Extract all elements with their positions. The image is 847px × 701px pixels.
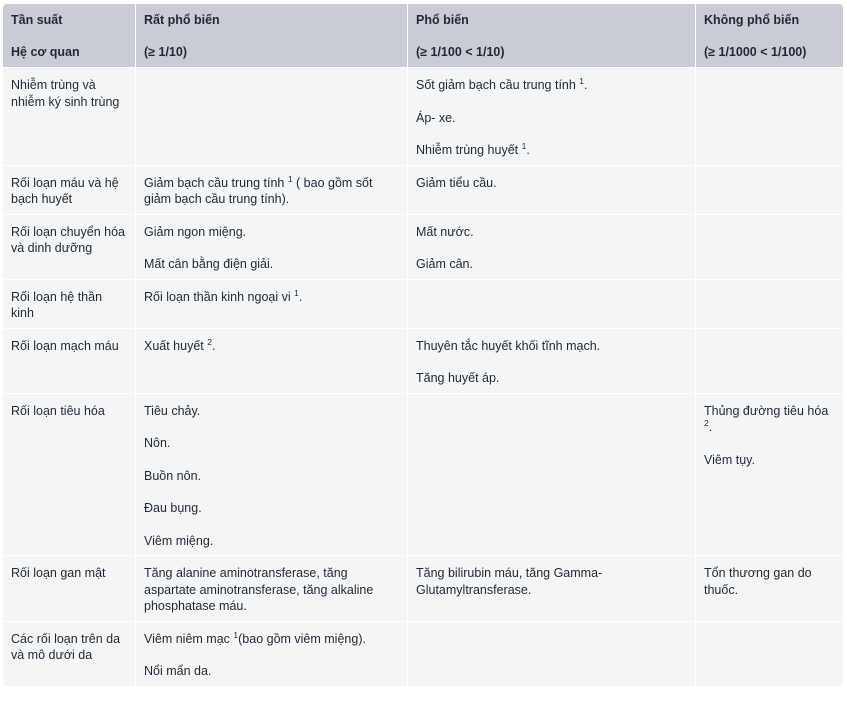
footnote-marker: 2	[207, 336, 212, 347]
uncommon-cell	[696, 328, 843, 393]
reaction-text: Tổn thương gan do thuốc.	[704, 566, 812, 597]
reaction-item	[416, 224, 688, 241]
uncommon-cell	[696, 165, 843, 214]
common-cell	[408, 328, 696, 393]
very-common-cell	[136, 393, 408, 556]
table-row	[3, 165, 843, 214]
reaction-text: Giảm ngon miệng.	[144, 224, 247, 239]
organ-system-cell: Rối loạn tiêu hóa	[3, 393, 136, 556]
reaction-text: Nôn.	[144, 436, 171, 450]
uncommon-cell	[696, 279, 843, 328]
table-row	[3, 555, 843, 621]
organ-system-cell: Rối loạn hệ thần kinh	[3, 279, 136, 328]
reaction-item	[144, 500, 400, 517]
table-row	[3, 621, 843, 686]
footnote-marker: 1	[294, 287, 299, 298]
reaction-item	[144, 631, 400, 648]
reaction-item	[144, 663, 400, 680]
reaction-item	[144, 435, 400, 452]
reaction-item	[704, 403, 836, 436]
common-cell	[408, 555, 696, 621]
reaction-text: Giảm bạch cầu trung tính	[144, 175, 288, 190]
adverse-reactions-table-container	[3, 4, 843, 686]
reaction-text: Mất cân bằng điện giải.	[144, 257, 274, 271]
reaction-text: Sốt giảm bạch cầu trung tính	[416, 78, 580, 92]
reaction-text-suffix: ( bao gồm sốt giảm bạch cầu trung tính).	[144, 175, 373, 206]
reaction-text: Giảm tiểu cầu.	[416, 175, 497, 190]
reaction-text: Tăng bilirubin máu, tăng Gamma-Glutamyltransferase.	[416, 566, 603, 597]
reaction-item	[416, 370, 688, 387]
reaction-item	[144, 338, 400, 355]
organ-system-cell: Các rối loạn trên da và mô dưới da	[3, 621, 136, 686]
reaction-text-suffix: .	[584, 78, 588, 92]
reaction-text-suffix: .	[526, 143, 530, 157]
table-row	[3, 393, 843, 556]
common-cell	[408, 165, 696, 214]
table-row	[3, 214, 843, 279]
reaction-item	[144, 533, 400, 550]
uncommon-cell	[696, 214, 843, 279]
header-very-common-label: Rất phổ biến	[144, 13, 220, 27]
uncommon-cell	[696, 67, 843, 165]
very-common-cell	[136, 279, 408, 328]
footnote-marker: 1	[521, 141, 527, 151]
very-common-cell	[136, 67, 408, 165]
header-very-common-range: (≥ 1/10)	[144, 45, 187, 59]
table-row	[3, 279, 843, 328]
organ-system-cell: Rối loạn chuyển hóa và dinh dưỡng	[3, 214, 136, 279]
uncommon-cell	[696, 555, 843, 621]
header-uncommon-range: (≥ 1/1000 < 1/100)	[704, 45, 807, 59]
reaction-item	[144, 175, 400, 208]
reaction-text: Áp- xe.	[416, 110, 456, 125]
reaction-item	[144, 256, 400, 273]
header-organ-system-label: Hệ cơ quan	[11, 45, 80, 59]
header-cell-frequency	[3, 4, 136, 67]
reaction-text: Tiêu chảy.	[144, 403, 201, 418]
reaction-text: Thuyên tắc huyết khối tĩnh mạch.	[416, 338, 601, 353]
common-cell	[408, 393, 696, 556]
reaction-text: Viêm niêm mạc	[144, 631, 234, 646]
reaction-text: Viêm miệng.	[144, 533, 214, 548]
common-cell	[408, 214, 696, 279]
reaction-text: Thủng đường tiêu hóa	[704, 403, 829, 418]
reaction-text-suffix: .	[298, 289, 303, 304]
reaction-text: Nhiễm trùng huyết	[416, 143, 522, 157]
reaction-text: Viêm tụy.	[704, 452, 755, 467]
uncommon-cell	[696, 393, 843, 556]
very-common-cell	[136, 621, 408, 686]
very-common-cell	[136, 165, 408, 214]
reaction-item	[704, 452, 836, 469]
reaction-text: Mất nước.	[416, 224, 474, 239]
reaction-item	[144, 565, 400, 615]
footnote-marker: 1	[233, 629, 239, 640]
reaction-text: Nổi mẩn da.	[144, 664, 212, 678]
reaction-text: Rối loạn thần kinh ngoại vi	[144, 289, 295, 304]
reaction-text: Buồn nôn.	[144, 468, 201, 483]
reaction-item	[416, 77, 688, 94]
reaction-text-suffix: .	[211, 338, 216, 353]
reaction-item	[416, 565, 688, 598]
organ-system-cell: Rối loạn gan mật	[3, 555, 136, 621]
reaction-item	[416, 110, 688, 127]
reaction-text: Tăng huyết áp.	[416, 371, 500, 385]
reaction-text: Tăng alanine aminotransferase, tăng aspartate aminotransferase, tăng alkaline phosphatase máu.	[144, 566, 374, 613]
header-common-label: Phổ biến	[416, 13, 469, 27]
table-row	[3, 67, 843, 165]
reaction-item	[144, 289, 400, 306]
header-cell-uncommon	[696, 4, 843, 67]
reaction-text: Giảm cân.	[416, 257, 473, 271]
reaction-text: Đau bụng.	[144, 501, 202, 515]
reaction-text: Xuất huyết	[144, 338, 208, 353]
reaction-item	[144, 468, 400, 485]
header-frequency-label: Tần suất	[11, 13, 63, 27]
reaction-item	[144, 224, 400, 241]
very-common-cell	[136, 214, 408, 279]
footnote-marker: 2	[704, 418, 709, 428]
common-cell	[408, 621, 696, 686]
header-cell-common	[408, 4, 696, 67]
footnote-marker: 1	[579, 76, 585, 86]
organ-system-cell: Nhiễm trùng và nhiễm ký sinh trùng	[3, 67, 136, 165]
organ-system-cell: Rối loạn máu và hệ bạch huyết	[3, 165, 136, 214]
reaction-item	[416, 338, 688, 355]
very-common-cell	[136, 328, 408, 393]
footnote-marker: 1	[287, 173, 293, 184]
reaction-text-suffix: .	[708, 420, 713, 434]
header-common-range: (≥ 1/100 < 1/10)	[416, 45, 505, 59]
table-row	[3, 328, 843, 393]
very-common-cell	[136, 555, 408, 621]
table-header	[3, 4, 843, 67]
uncommon-cell	[696, 621, 843, 686]
common-cell	[408, 67, 696, 165]
reaction-text-suffix: (bao gồm viêm miệng).	[238, 631, 366, 646]
reaction-item	[704, 565, 836, 598]
reaction-item	[416, 175, 688, 192]
organ-system-cell: Rối loạn mạch máu	[3, 328, 136, 393]
reaction-item	[416, 256, 688, 273]
reaction-item	[144, 403, 400, 420]
reaction-item	[416, 142, 688, 159]
header-row	[3, 4, 843, 67]
table-body	[3, 67, 843, 686]
common-cell	[408, 279, 696, 328]
header-uncommon-label: Không phổ biến	[704, 13, 800, 27]
adverse-reactions-table	[3, 4, 843, 686]
header-cell-very-common	[136, 4, 408, 67]
